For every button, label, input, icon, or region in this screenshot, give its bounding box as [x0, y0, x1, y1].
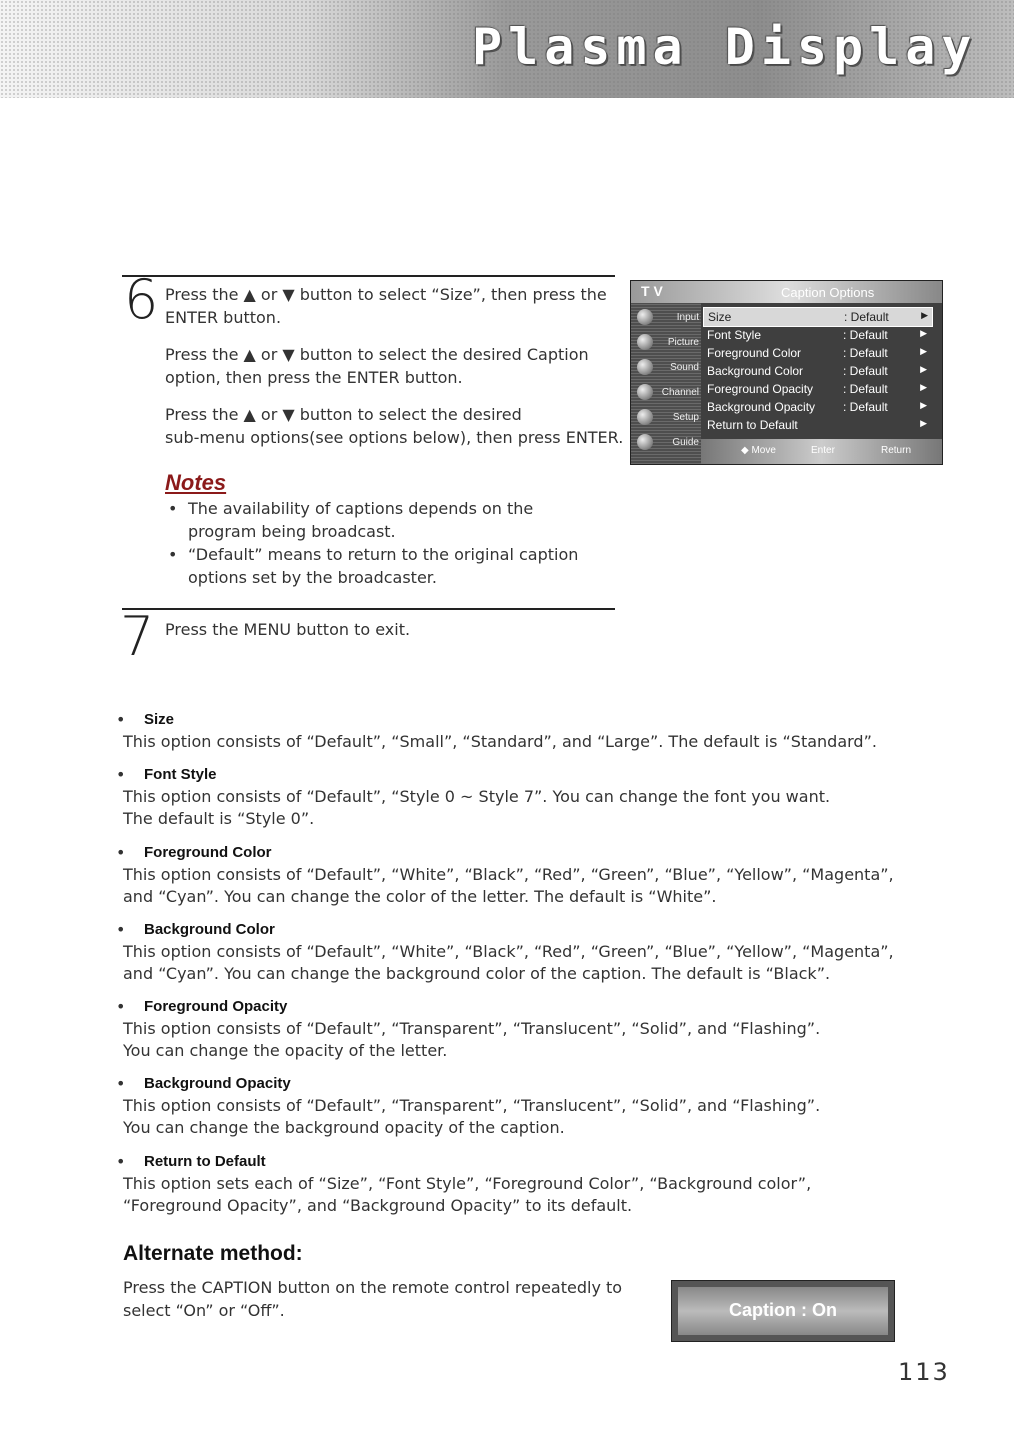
step6-line: Press the ▲ or ▼ button to select the desired [165, 405, 522, 424]
tv-side-item: Picture [667, 337, 699, 348]
note-line: options set by the broadcaster. [188, 568, 437, 587]
option-title: Background Opacity [144, 1075, 291, 1092]
step6-number: 6 [124, 268, 159, 331]
option-foreground-color [116, 842, 894, 908]
header-banner [0, 0, 1014, 98]
bullet-icon: • [116, 1152, 126, 1171]
tv-row-value: : Default [843, 382, 888, 396]
note-line: “Default” means to return to the original caption [188, 545, 579, 564]
tv-row-label: Background Color [707, 364, 804, 378]
caption-osd-text: Caption : On [729, 1300, 837, 1320]
step6-line: ENTER button. [165, 308, 282, 327]
step6-line: Press the ▲ or ▼ button to select the desired Caption [165, 345, 589, 364]
tv-row-label: Font Style [707, 328, 762, 342]
tv-row-label: Size [708, 310, 732, 324]
option-background-color [116, 919, 894, 985]
notes-heading: Notes [165, 470, 227, 495]
alternate-line: Press the CAPTION button on the remote control repeatedly to [123, 1278, 623, 1297]
arrow-right-icon: ▶ [920, 382, 927, 392]
option-line: You can change the background opacity of the caption. [123, 1118, 565, 1137]
tv-side-item: Input [676, 312, 699, 323]
option-line: This option consists of “Default”, “White”, “Black”, “Red”, “Green”, “Blue”, “Yellow”, “Magenta”, [123, 942, 894, 961]
option-line: This option consists of “Default”, “White”, “Black”, “Red”, “Green”, “Blue”, “Yellow”, “Magenta”, [123, 865, 894, 884]
note-line: The availability of captions depends on the [188, 499, 534, 518]
option-foreground-opacity [116, 996, 821, 1062]
option-line: This option consists of “Default”, “Small”, “Standard”, and “Large”. The default is “Standard”. [123, 732, 877, 751]
step6-line: sub-menu options(see options below), then press ENTER. [165, 428, 624, 447]
tv-row-value: : Default [843, 364, 888, 378]
page-number: 113 [898, 1358, 950, 1386]
tv-menu-row-font-style [703, 326, 931, 344]
tv-row-label: Foreground Color [707, 346, 802, 360]
option-size [116, 709, 877, 753]
tv-row-value: : Default [843, 400, 888, 414]
caption-osd-panel [678, 1287, 888, 1335]
tv-move-hint: ◆ Move [741, 445, 776, 456]
option-line: The default is “Style 0”. [123, 809, 315, 828]
page-title: Plasma Display [472, 18, 978, 76]
option-line: This option consists of “Default”, “Style 0 ~ Style 7”. You can change the font you want. [123, 787, 831, 806]
note-line: program being broadcast. [188, 522, 396, 541]
step7-number: 7 [120, 605, 155, 668]
option-line: and “Cyan”. You can change the background color of the caption. The default is “Black”. [123, 964, 831, 983]
tv-menu-topbar [631, 281, 942, 303]
step6-text [165, 283, 623, 449]
tv-enter-hint: Enter [811, 445, 835, 456]
option-line: This option consists of “Default”, “Transparent”, “Translucent”, “Solid”, and “Flashing”. [123, 1019, 821, 1038]
tv-menu-sidebar [631, 303, 701, 464]
alternate-method-heading: Alternate method: [123, 1242, 303, 1265]
tv-return-hint: Return [881, 445, 912, 456]
tv-side-item: Setup [672, 412, 699, 423]
tv-label: T V [641, 283, 663, 299]
tv-row-label: Return to Default [707, 418, 798, 432]
option-line: “Foreground Opacity”, and “Background Opacity” to its default. [123, 1196, 633, 1215]
tv-menu-row-foreground-opacity [703, 380, 931, 398]
bullet-icon: • [168, 499, 178, 518]
tv-menu-row-size [703, 307, 933, 327]
alternate-method-text [123, 1276, 643, 1322]
step7-text: Press the MENU button to exit. [165, 620, 411, 639]
step6-line: option, then press the ENTER button. [165, 368, 463, 387]
arrow-right-icon: ▶ [920, 364, 927, 374]
note-item [168, 543, 579, 589]
option-font-style [116, 764, 831, 830]
tv-row-value: : Default [844, 310, 889, 324]
option-return-to-default [116, 1151, 812, 1217]
bullet-icon: • [168, 545, 178, 564]
option-line: This option sets each of “Size”, “Font Style”, “Foreground Color”, “Background color”, [123, 1174, 812, 1193]
option-title: Font Style [144, 766, 217, 783]
bullet-icon: • [116, 710, 126, 729]
bullet-icon: • [116, 920, 126, 939]
bullet-icon: • [116, 997, 126, 1016]
tv-side-item: Channel [661, 387, 699, 398]
bullet-icon: • [116, 1074, 126, 1093]
bullet-icon: • [116, 765, 126, 784]
arrow-right-icon: ▶ [920, 346, 927, 356]
step6-line: Press the ▲ or ▼ button to select “Size”, then press the [165, 285, 607, 304]
option-title: Foreground Opacity [144, 998, 288, 1015]
option-line: This option consists of “Default”, “Transparent”, “Translucent”, “Solid”, and “Flashing”. [123, 1096, 821, 1115]
alternate-line: select “On” or “Off”. [123, 1301, 285, 1320]
tv-menu-row-return-to-default [703, 416, 931, 434]
note-item [168, 497, 534, 543]
arrow-right-icon: ▶ [920, 400, 927, 410]
step6-rule [122, 275, 615, 277]
option-title: Foreground Color [144, 844, 272, 861]
caption-osd-screenshot [671, 1280, 895, 1342]
tv-row-value: : Default [843, 328, 888, 342]
tv-menu-row-background-color [703, 362, 931, 380]
option-line: and “Cyan”. You can change the color of the letter. The default is “White”. [123, 887, 717, 906]
step7-rule [122, 608, 615, 610]
option-title: Return to Default [144, 1153, 266, 1170]
tv-menu-title: Caption Options [781, 285, 875, 300]
bullet-icon: • [116, 843, 126, 862]
option-line: You can change the opacity of the letter. [123, 1041, 448, 1060]
option-title: Background Color [144, 921, 275, 938]
tv-menu-bottom-bar [701, 439, 942, 464]
tv-menu-row-background-opacity [703, 398, 931, 416]
tv-menu-row-foreground-color [703, 344, 931, 362]
tv-side-item: Guide [672, 437, 699, 448]
option-background-opacity [116, 1073, 821, 1139]
option-title: Size [144, 711, 175, 728]
tv-caption-menu-screenshot [630, 280, 943, 465]
arrow-right-icon: ▶ [921, 310, 928, 320]
tv-row-value: : Default [843, 346, 888, 360]
arrow-right-icon: ▶ [920, 328, 927, 338]
tv-row-label: Foreground Opacity [707, 382, 814, 396]
arrow-right-icon: ▶ [920, 418, 927, 428]
tv-row-label: Background Opacity [707, 400, 816, 414]
tv-side-item: Sound [670, 362, 699, 373]
